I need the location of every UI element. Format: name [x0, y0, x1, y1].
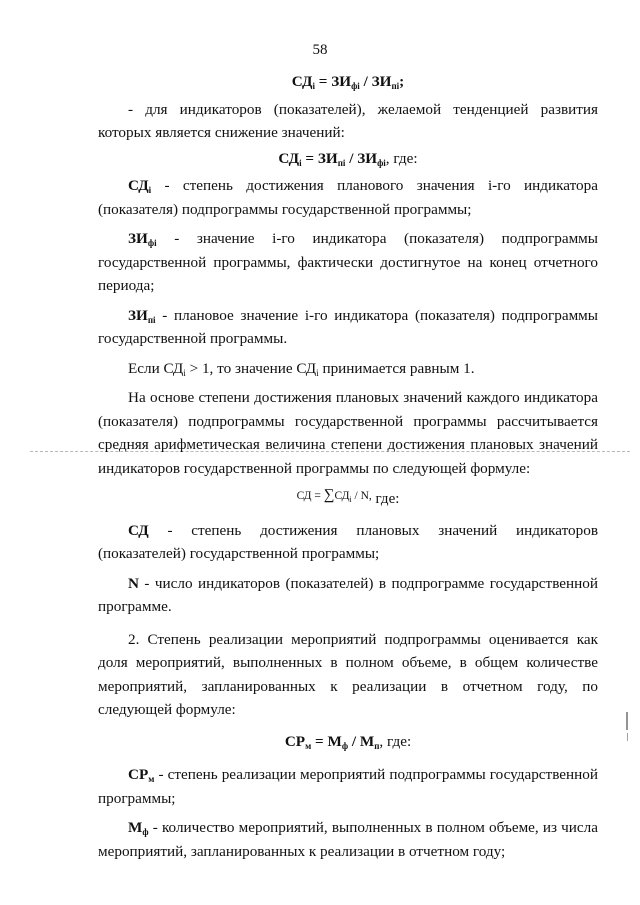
definition-zi-plan: $ЗИ_{пi}$ - плановое значение i-го индикатора (показателя) подпрограммы государственной программы.	[98, 306, 598, 347]
definition-n: N - число индикаторов (показателей) в подпрограмме государственной программе.	[98, 574, 598, 615]
paragraph-decrease-trend: - для индикаторов (показателей), желаемой тенденцией развития которых является снижение значений:	[98, 100, 598, 141]
page-number: 58	[312, 42, 328, 58]
document-body	[98, 68, 598, 863]
formula-sdi-decrease: $СД_i = ЗИ_{пi} / ЗИ_{фi}$, где:	[278, 149, 418, 168]
definition-zi-fact: $ЗИ_{фi}$ - значение i-го индикатора (показателя) подпрограммы государственной программы, фактически достигнутое на конец отчетного периода;	[98, 230, 598, 294]
paragraph-activities-rate: 2. Степень реализации мероприятий подпрограммы оценивается как доля мероприятий, выполненных в полном объеме, в общем количестве мероприятий, запланированных к реализации в отчетном году, по следующей формуле:	[98, 630, 598, 718]
scan-edge-mark	[626, 712, 628, 730]
scan-edge-mark-small	[627, 733, 628, 741]
paragraph-cap-rule: Если $СД_i > 1$, то значение $СД_i$ принимается равным 1.	[128, 359, 475, 378]
definition-sdi: $СД_i$ - степень достижения планового значения i-го индикатора (показателя) подпрограммы государственной программы;	[98, 177, 598, 218]
formula-srm: $СР_м = М_ф / М_п$, где:	[284, 732, 412, 751]
definition-srm: $СР_м$ - степень реализации мероприятий подпрограммы государственной программы;	[98, 766, 598, 807]
definition-sd: СД - степень достижения плановых значений индикаторов (показателей) государственной программы;	[98, 521, 598, 562]
formula-sdi-increase: $СД_i = ЗИ_{фi} / ЗИ_{пi}$;	[291, 73, 405, 91]
definition-mf: $М_ф$ - количество мероприятий, выполненных в полном объеме, из числа мероприятий, запланированных к реализации в отчетном году;	[98, 819, 598, 860]
paragraph-average-formula-intro: На основе степени достижения плановых значений каждого индикатора (показателя) подпрограммы государственной программы рассчитывается средняя арифметическая величина степени достижения плановых значений индикаторов государственной программы по следующей формуле:	[98, 389, 598, 477]
formula-sd-average: СД = $\sum СД_i$ / N, где:	[296, 487, 400, 507]
